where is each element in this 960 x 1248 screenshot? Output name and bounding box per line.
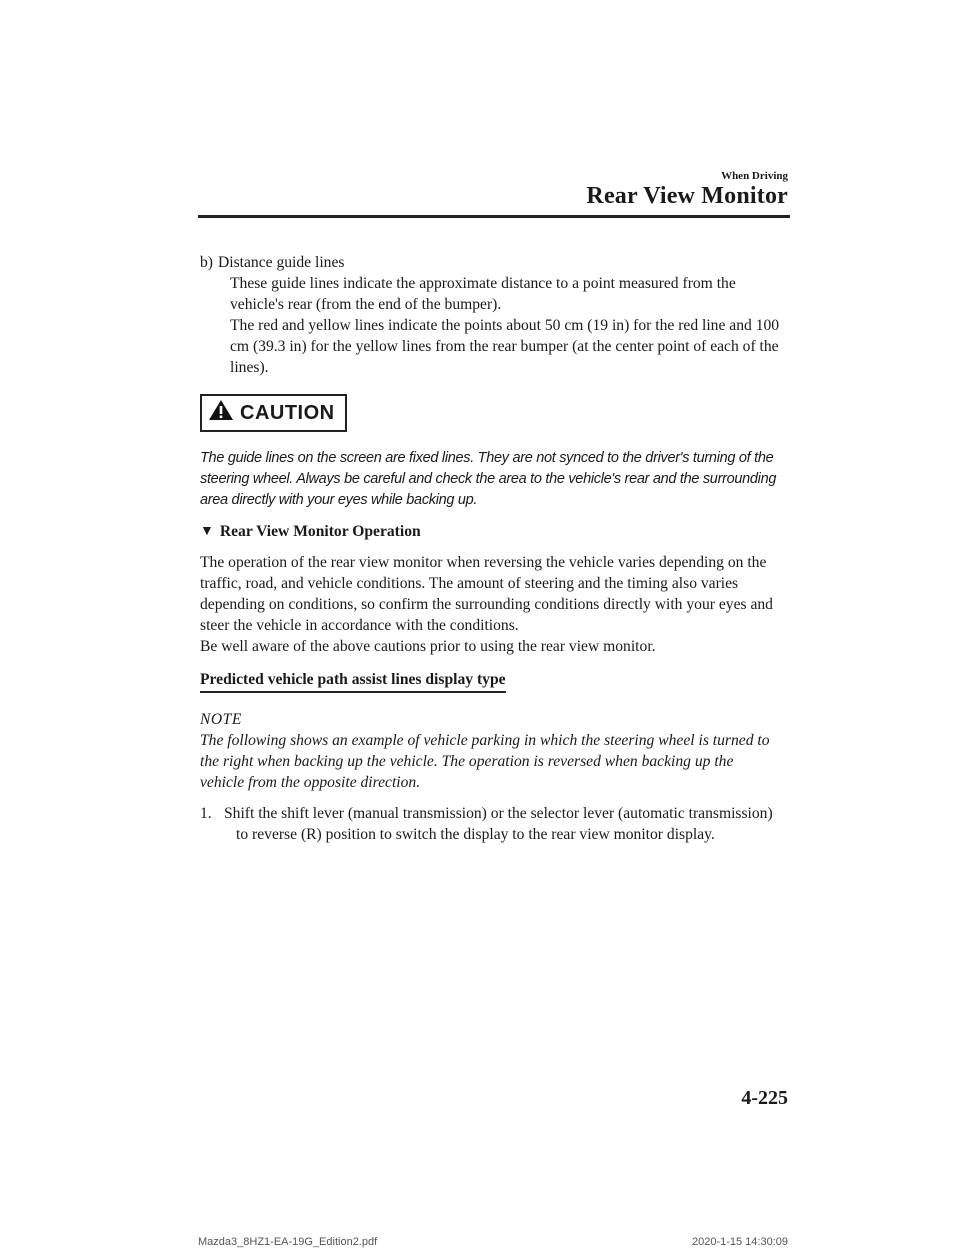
caution-label: CAUTION — [240, 401, 335, 424]
section-heading — [200, 521, 792, 542]
operation-paragraph — [200, 552, 792, 657]
step-number: 1. — [200, 805, 212, 822]
warning-triangle-icon — [208, 399, 234, 427]
item-line: The red and yellow lines indicate the points about 50 cm (19 in) for the red line and 100 — [230, 317, 780, 334]
subheading: Predicted vehicle path assist lines display type — [200, 669, 506, 693]
footer-timestamp: 2020-1-15 14:30:09 — [691, 1236, 788, 1248]
item-line: cm (39.3 in) for the yellow lines from the rear bumper (at the center point of each of the — [230, 338, 779, 355]
paragraph-line: Be well aware of the above cautions prior to using the rear view monitor. — [200, 638, 656, 655]
item-marker: b) — [200, 254, 213, 271]
caution-line: The guide lines on the screen are fixed lines. They are not synced to the driver's turning of the — [200, 450, 774, 466]
note-line: the right when backing up the vehicle. The operation is reversed when backing up the — [200, 753, 734, 770]
note-text — [200, 730, 792, 793]
page-title: Rear View Monitor — [586, 183, 788, 209]
item-line: These guide lines indicate the approximate distance to a point measured from the — [230, 275, 736, 292]
paragraph-line: steer the vehicle in accordance with the conditions. — [200, 617, 519, 634]
content — [200, 252, 792, 845]
header-rule — [198, 215, 790, 218]
caution-box — [200, 394, 347, 432]
item-line: vehicle's rear (from the end of the bumper). — [230, 296, 502, 313]
paragraph-line: traffic, road, and vehicle conditions. The amount of steering and the timing also varies — [200, 575, 739, 592]
header-section: When Driving — [721, 170, 788, 182]
item-title: Distance guide lines — [218, 254, 345, 271]
footer-filename: Mazda3_8HZ1-EA-19G_Edition2.pdf — [198, 1236, 378, 1248]
section-heading-text: Rear View Monitor Operation — [219, 523, 421, 540]
note-line: vehicle from the opposite direction. — [200, 774, 421, 791]
caution-line: steering wheel. Always be careful and check the area to the vehicle's rear and the surrounding — [200, 471, 777, 487]
paragraph-line: The operation of the rear view monitor when reversing the vehicle varies depending on the — [200, 554, 767, 571]
triangle-down-icon: ▼ — [200, 524, 214, 539]
item-line: lines). — [230, 359, 269, 376]
item-b-distance-guide-lines — [200, 252, 792, 378]
paragraph-line: depending on conditions, so confirm the surrounding conditions directly with your eyes and — [200, 596, 773, 613]
step-line: Shift the shift lever (manual transmission) or the selector lever (automatic transmission) — [224, 805, 773, 822]
note-label: NOTE — [200, 711, 242, 728]
step-1 — [200, 803, 792, 845]
caution-text — [200, 448, 792, 511]
step-line: to reverse (R) position to switch the display to the rear view monitor display. — [236, 826, 715, 843]
page-number: 4-225 — [741, 1087, 788, 1109]
note-line: The following shows an example of vehicle parking in which the steering wheel is turned to — [200, 732, 770, 749]
caution-line: area directly with your eyes while backing up. — [200, 492, 478, 508]
